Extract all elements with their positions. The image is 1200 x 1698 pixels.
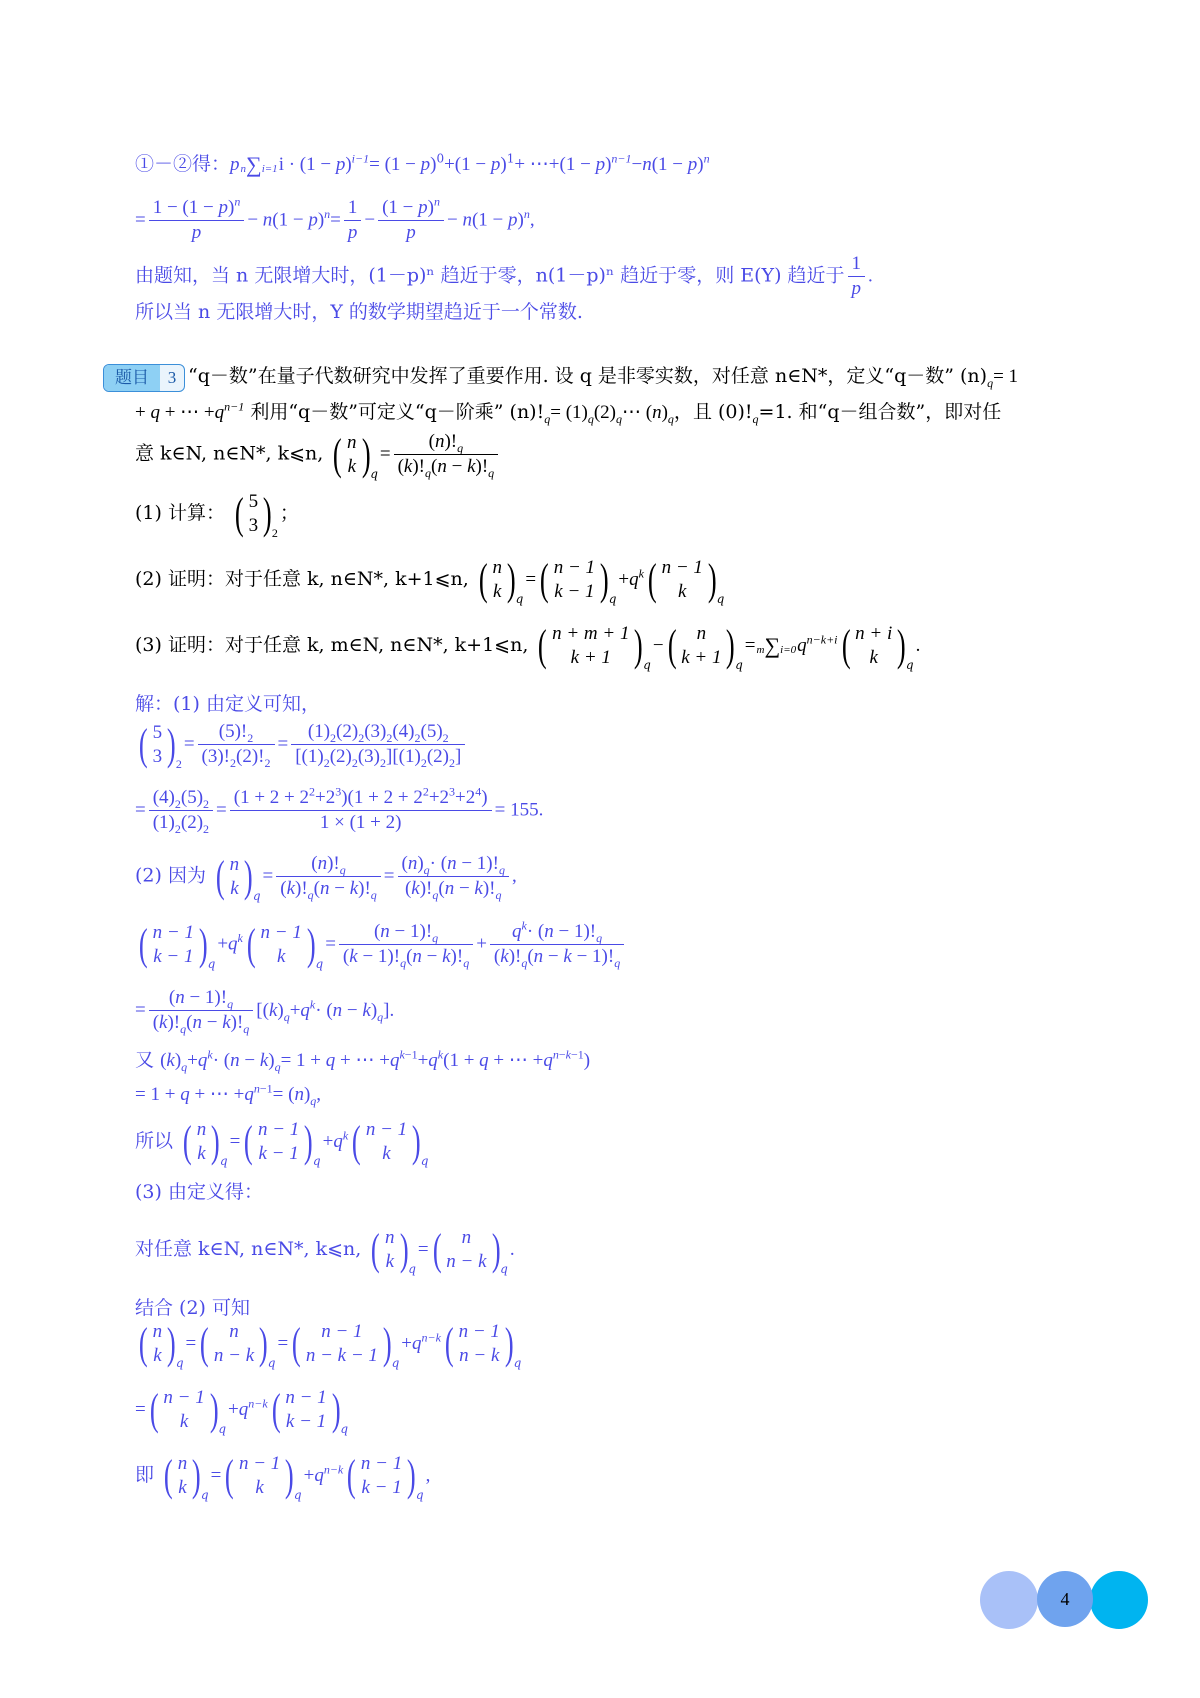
intro-text-tail: 且 (0)!	[692, 401, 753, 423]
result-value: 155	[510, 799, 539, 821]
solution-part-2-line-4: 又 $(k)_q+q^k\cdot (n - k)_q= 1 + q$ + ⋯ $+q^{k-1}+q^k(1 + q$ + ⋯ $+q^{n-k-1}$)	[135, 1047, 591, 1074]
prev-solution-line-3: 由题知，当 n 无限增大时，(1－p)ⁿ 趋近于零，n(1－p)ⁿ 趋近于零，则 E(Y) 趋近于 $\frac{1}{p}$ .	[135, 253, 873, 299]
page-number: 4	[1037, 1571, 1093, 1627]
because-text: (2) 因为	[135, 864, 206, 887]
prev-solution-line-2: = $\frac{1 - (1 - p)^n}{p}$ − $n(1 - p)^n=$ $\frac{1}{p}$ − $\frac{(1 - p)^n}{p}$ − $n(1 - p)^n$,	[135, 194, 535, 243]
part-2-text: (2) 证明：对于任意 k, n∈N*, k+1⩽n,	[135, 568, 469, 590]
problem-part-2: (2) 证明：对于任意 k, n∈N*, k+1⩽n, ( n k )$_q=$( n − 1 k − 1 )$_q+q^k$( n − 1 k )$_q$	[135, 555, 725, 606]
line-label: ①－②得：	[135, 153, 231, 175]
solution-part-3-combine: 结合 (2) 可知	[135, 1297, 250, 1319]
for-any-text: 对任意 k∈N, n∈N*, k⩽n,	[135, 1238, 362, 1260]
solution-part-2-line-6: 所以 ( n k )$_q=$( n − 1 k − 1 )$_q+q^k$( n − 1 k )$_q$	[135, 1117, 429, 1168]
problem-tag-label: 题目	[104, 365, 160, 391]
part-1-text: (1) 计算：	[135, 502, 225, 524]
conclusion-text: 由题知，当 n 无限增大时，(1－p)ⁿ 趋近于零，n(1－p)ⁿ 趋近于零，则 E(Y) 趋近于	[135, 264, 845, 287]
problem-part-1: (1) 计算： ( 5 3 )$_2$；	[135, 489, 299, 540]
intro-text-end: =1. 和“q－组合数”，即对任	[758, 401, 1002, 423]
solution-part-1-line-2: = $\frac{(4)_2(5)_2}{(1)_2(2)_2}$ = $\frac{(1 + 2 + 2^2+2^3)(1 + 2 + 2^2+2^3+2^4)}{1 \times (1 + 2)}$ = 155.	[135, 784, 544, 836]
solution-part-3-line-4: 即 ( n k )$_q=$( n − 1 k )$_q+q^{n-k}$( n − 1 k − 1 )$_q$,	[135, 1451, 431, 1502]
solution-part-1-intro: 解：(1) 由定义可知，	[135, 693, 320, 715]
solution-part-1-line-1: ( 5 3 )$_2=$ $\frac{(5)!_2}{(3)!_2(2)!_2}$ = $\frac{(1)_2(2)_2(3)_2(4)_2(5)_2}{[(1)_2(2)_2(3)_2][(1)_2(2)_2]}$	[135, 720, 468, 778]
again-text: 又	[135, 1049, 155, 1071]
solution-part-3-line-3: =( n − 1 k )$_q+q^{n-k}$( n − 1 k − 1 )$_q$	[135, 1385, 349, 1436]
solution-part-2-line-5: = 1 + q + ⋯ $+q^{n-1}= (n)_q$,	[135, 1081, 322, 1108]
problem-tag	[103, 364, 185, 392]
so-text: 所以	[135, 1130, 174, 1152]
prev-solution-line-4: 所以当 n 无限增大时，Y 的数学期望趋近于一个常数.	[135, 301, 583, 323]
solution-part-3-line-1: 对任意 k∈N, n∈N*, k⩽n, ( n k )$_q=$( n n − k )$_q$.	[135, 1225, 515, 1276]
solution-part-2-line-3: = $\frac{(n - 1)!_q}{(k)!_q(n - k)!_q}$ $[(k)_q+q^k\cdot (n - k)_q]$.	[135, 987, 395, 1036]
footer-circle-right	[1090, 1571, 1148, 1629]
that-is-text: 即	[135, 1464, 155, 1486]
intro-text-1: “q－数”在量子代数研究中发挥了重要作用. 设 q 是非零实数，对任意 n∈N*，定义“q－数” (n)	[188, 365, 988, 387]
footer-circle-left	[980, 1571, 1038, 1629]
problem-intro-line-2: + q + ⋯ $+q^{n-1}$ 利用“q－数”可定义“q－阶乘” $(n)!_q=$ $(1)_q(2)_q\cdots$ $(n)_q$，且 $(0)!_q=1$. 和“q－组合数”，即对任	[135, 399, 1002, 426]
solution-part-2-line-2: ( n − 1 k − 1 )$_q+q^k$( n − 1 k )$_q=$ $\frac{(n - 1)!_q}{(k - 1)!_q(n - k)!_q}$ + $\frac{q^k\cdot (n - 1)!_q}{(k)!_q(n - k - 1)!_q}$	[135, 920, 627, 978]
solution-part-3-intro: (3) 由定义得：	[135, 1181, 263, 1203]
intro-text-2: 利用“q－数”可定义“q－阶乘” (n)!	[250, 401, 545, 423]
prev-solution-line-1: ①－②得：$pn\sum i=1i \cdot (1 - p)^{i-1}= (1 - p)^0+(1 - p)^1+$ ⋯+(1 − $p)^{n-1}-n(1 - p)^n$	[135, 151, 710, 177]
problem-part-3: (3) 证明：对于任意 k, m∈N, n∈N*, k+1⩽n, ( n + m + 1 k + 1 )$_q-$( n k + 1 )$_q=m\sum i=0q^{n-k+i}$( n + i k )$_q$.	[135, 621, 921, 672]
problem-intro-line-3: 意 k∈N, n∈N*, k⩽n, ( n k )$_q=$ $\frac{(n)!_q}{(k)!_q(n - k)!_q}$	[135, 430, 501, 488]
solution-part-2-line-1: (2) 因为 ( n k )$_q=$ $\frac{(n)!_q}{(k)!_q(n - k)!_q}$ = $\frac{(n)_q\cdot (n - 1)!_q}{(k)!_q(n - k)!_q}$ ,	[135, 851, 517, 903]
solution-part-3-line-2: ( n k )$_q=$( n n − k )$_q=$( n − 1 n − k − 1 )$_q+q^{n-k}$( n − 1 n − k )$_q$	[138, 1319, 522, 1370]
part-3-text: (3) 证明：对于任意 k, m∈N, n∈N*, k+1⩽n,	[135, 634, 529, 656]
intro-text-3: 意 k∈N, n∈N*, k⩽n,	[135, 442, 324, 465]
problem-tag-number: 3	[167, 368, 177, 387]
problem-intro-line-1: “q－数”在量子代数研究中发挥了重要作用. 设 q 是非零实数，对任意 n∈N*，定义“q－数” $(n)_q= 1$	[188, 365, 1019, 390]
